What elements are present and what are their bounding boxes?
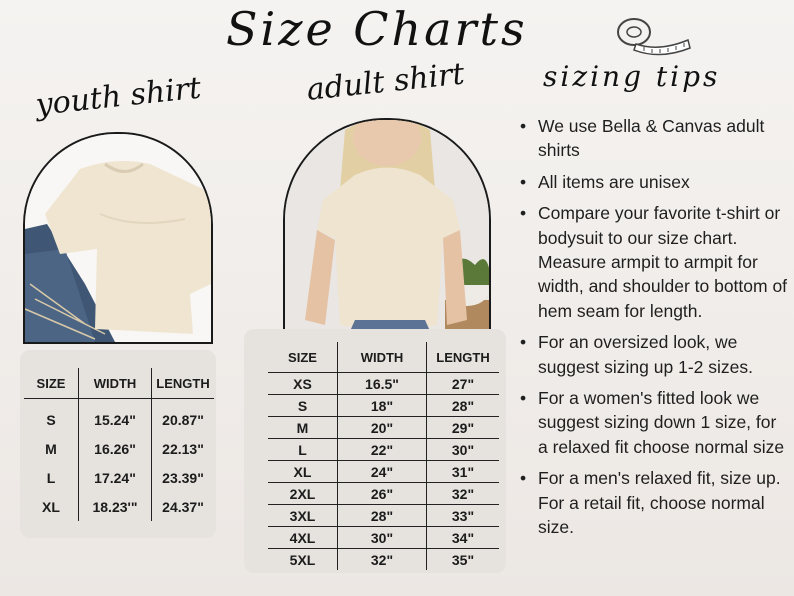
length-cell: 24.37" <box>162 498 204 515</box>
size-cell: 2XL <box>268 483 338 505</box>
width-cell: 18" <box>338 395 427 417</box>
width-cell: 32" <box>338 549 427 571</box>
size-cell: 5XL <box>268 549 338 571</box>
header-length: LENGTH <box>152 368 215 399</box>
sizing-tips-title: sizing tips <box>543 60 721 93</box>
length-cell: 28" <box>427 395 500 417</box>
adult-shirt-title: adult shirt <box>305 56 467 108</box>
adult-size-table <box>268 342 499 570</box>
length-cell: 27" <box>427 373 500 395</box>
length-cell: 30" <box>427 439 500 461</box>
size-cell: S <box>268 395 338 417</box>
table-row <box>24 492 214 521</box>
length-cell: 31" <box>427 461 500 483</box>
tip-item: • Compare your favorite t-shirt or bodysuit to our size chart. Measure armpit to armpit for width, and shoulder to bottom of hem seam for length. <box>520 201 788 323</box>
tape-measure-icon <box>614 14 694 56</box>
table-row <box>268 417 499 439</box>
header-width: WIDTH <box>79 368 152 399</box>
table-row <box>268 395 499 417</box>
width-cell: 17.24" <box>79 463 152 492</box>
youth-size-table <box>24 368 214 521</box>
table-row <box>24 399 214 435</box>
table-row <box>268 461 499 483</box>
table-row <box>268 505 499 527</box>
tip-item: • For a men's relaxed fit, size up. For a retail fit, choose normal size. <box>520 466 788 539</box>
tip-item: • All items are unisex <box>520 170 788 194</box>
length-cell: 35" <box>427 549 500 571</box>
width-cell: 20" <box>338 417 427 439</box>
adult-shirt-photo <box>283 118 491 344</box>
size-cell: L <box>268 439 338 461</box>
table-row <box>268 527 499 549</box>
width-cell: 16.5" <box>338 373 427 395</box>
width-cell: 30" <box>338 527 427 549</box>
length-cell: 23.39" <box>162 469 204 486</box>
header-width: WIDTH <box>338 342 427 373</box>
header-size: SIZE <box>288 349 317 365</box>
page-title: Size Charts <box>226 2 528 56</box>
table-row <box>24 434 214 463</box>
size-cell: XL <box>268 461 338 483</box>
size-cell: XL <box>42 498 60 515</box>
sizing-tips-list <box>520 114 788 547</box>
table-row <box>268 439 499 461</box>
size-cell: M <box>45 440 57 457</box>
length-cell: 32" <box>427 483 500 505</box>
width-cell: 15.24" <box>79 399 152 435</box>
tip-item: • For an oversized look, we suggest sizing up 1-2 sizes. <box>520 330 788 379</box>
length-cell: 22.13" <box>162 440 204 457</box>
width-cell: 18.23'" <box>79 492 152 521</box>
tip-item: • We use Bella & Canvas adult shirts <box>520 114 788 163</box>
tip-item: • For a women's fitted look we suggest sizing down 1 size, for a relaxed fit choose normal size <box>520 386 788 459</box>
youth-shirt-photo <box>23 132 213 344</box>
table-row <box>268 483 499 505</box>
size-cell: 3XL <box>268 505 338 527</box>
length-cell: 34" <box>427 527 500 549</box>
width-cell: 16.26" <box>79 434 152 463</box>
length-cell: 29" <box>427 417 500 439</box>
width-cell: 24" <box>338 461 427 483</box>
size-cell: L <box>46 469 56 486</box>
length-cell: 33" <box>427 505 500 527</box>
size-cell: M <box>268 417 338 439</box>
table-row <box>24 463 214 492</box>
table-row <box>268 373 499 395</box>
length-cell: 20.87" <box>162 411 204 428</box>
table-row <box>268 549 499 571</box>
size-cell: XS <box>268 373 338 395</box>
header-size: SIZE <box>24 368 79 399</box>
youth-shirt-title: youth shirt <box>34 70 203 123</box>
width-cell: 28" <box>338 505 427 527</box>
header-length: LENGTH <box>436 349 490 365</box>
width-cell: 26" <box>338 483 427 505</box>
size-cell: S <box>46 411 56 428</box>
size-cell: 4XL <box>268 527 338 549</box>
width-cell: 22" <box>338 439 427 461</box>
